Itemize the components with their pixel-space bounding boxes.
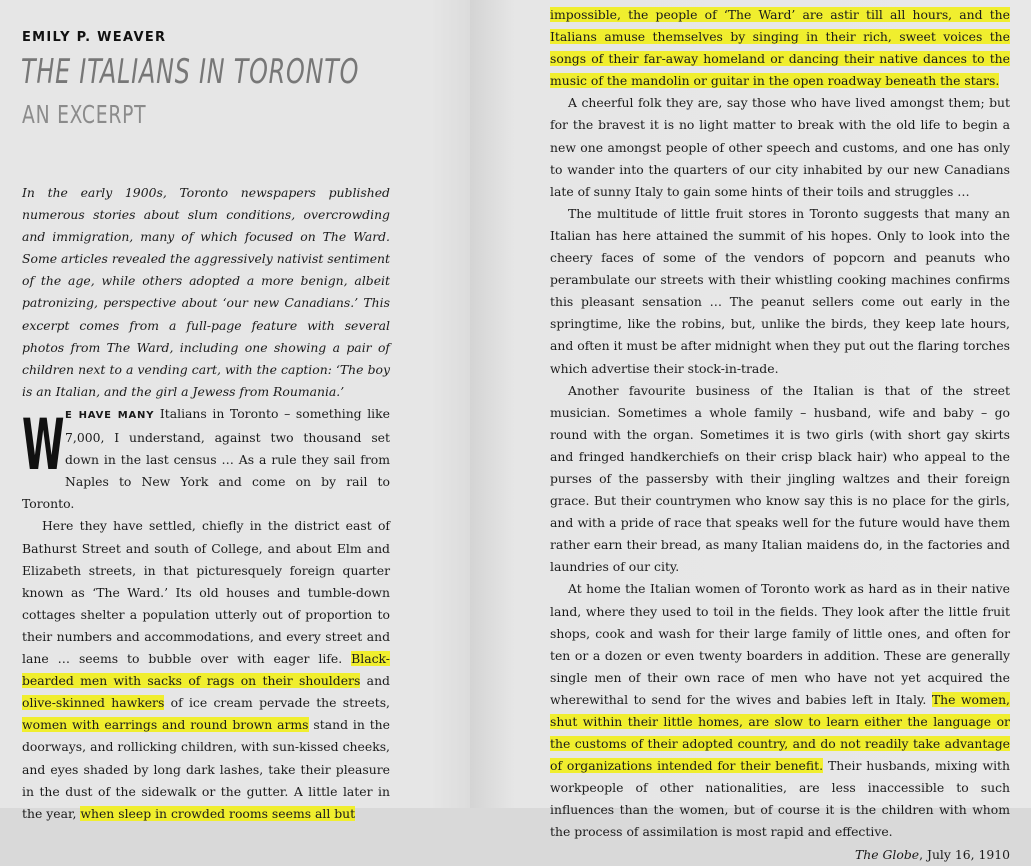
- source-publication: The Globe: [854, 846, 920, 862]
- highlight-2[interactable]: olive-skinned hawkers: [22, 695, 165, 711]
- paragraph-2-text-b: and: [360, 673, 390, 689]
- paragraph-women-text-b: Their husbands, mixing with workpeople of other nationalities, are less inaccessible to such influences than the women, but of course it is the children with whom the process of assimilation is most rapid and effective.: [550, 758, 1010, 840]
- paragraph-1-text: Italians in Toronto – something like 7,000, I understand, against two thousand set down in the last census … As a rule they sail from Naples to New York and come on by rail to Toronto.: [22, 406, 390, 512]
- source-date: , July 16, 1910: [919, 846, 1010, 862]
- body-text-right: [550, 4, 1010, 866]
- author-name: EMILY P. WEAVER: [22, 30, 167, 45]
- article-title: THE ITALIANS IN TORONTO: [21, 52, 360, 92]
- paragraph-2-text-a: Here they have settled, chiefly in the district east of Bathurst Street and south of College, and about Elm and Elizabeth streets, in that picturesquely foreign quarter known as ‘The Ward.’ Its old houses and tumble-down cottages shelter a population utterly out of proportion to their numbers and accommodations, and every street and lane … seems to bubble over with eager life.: [22, 518, 390, 667]
- paragraph-2: [22, 515, 390, 824]
- paragraph-women-text-a: At home the Italian women of Toronto work as hard as in their native land, where they used to toil in the fields. They look after the little fruit shops, cook and wash for their large family of little ones, and often for ten or a dozen or even twenty boarders in addition. These are generally single men of their own race of men who have not yet acquired the wherewithal to send for the wives and babies left in Italy.: [550, 581, 1010, 707]
- paragraph-italian-women: [550, 578, 1010, 843]
- paragraph-fruit-stores: The multitude of little fruit stores in Toronto suggests that many an Italian has here attained the summit of his hopes. Only to look into the cheery faces of some of the vendors of popcorn and peanuts who perambulate our streets with their whistling cooking machines confirms this pleasant sensation … The peanut sellers come out early in the springtime, like the robins, but, unlike the birds, they keep late hours, and often it must be after midnight when they put out the flaring torches which advertise their stock-in-trade.: [550, 205, 1011, 376]
- drop-cap: W: [22, 404, 65, 486]
- paragraph-cheerful-folk: A cheerful folk they are, say those who have lived amongst them; but for the bravest it is no light matter to break with the old life to begin a new one amongst people of other speech and customs, and one has only to wander into the quarters of our city inhabited by our new Canadians late of sunny Italy to gain some hints of their toils and struggles …: [550, 95, 1010, 199]
- highlight-women[interactable]: The women, shut within their little homes, are slow to learn either the language or the customs of their adopted country, and do not readily take advantage of organizations intended for their benefit.: [550, 691, 1010, 774]
- article-subtitle: AN EXCERPT: [22, 100, 147, 129]
- highlight-3[interactable]: women with earrings and round brown arms: [22, 717, 309, 733]
- lead-in-smallcaps: E HAVE MANY: [65, 410, 155, 421]
- paragraph-street-musician: Another favourite business of the Italian is that of the street musician. Sometimes a whole family – husband, wife and baby – go round with the organ. Sometimes it is two girls (with short gay skirts and fringed handkerchiefs on their crisp black hair) who appeal to the purses of the passersby with their jingling waltzes and their foreign grace. But their countrymen who know say this is no place for the girls, and with a pride of race that speaks well for the future would have them rather earn their bread, as many Italian maidens do, in the factories and laundries of our city.: [550, 382, 1010, 575]
- paragraph-2-text-c: of ice cream pervade the streets,: [164, 695, 390, 711]
- highlight-top[interactable]: impossible, the people of ‘The Ward’ are astir till all hours, and the Italians amuse themselves by singing in their rich, sweet voices the songs of their far-away homeland or dancing their native dances to the music of the mandolin or guitar in the open roadway beneath the stars.: [550, 7, 1010, 89]
- body-text-left: [22, 403, 390, 825]
- paragraph-2-text-d: stand in the doorways, and rollicking children, with sun-kissed cheeks, and eyes shaded by long dark lashes, take their pleasure in the dust of the sidewalk or the gutter. A little later in the year,: [22, 717, 390, 821]
- right-page: [470, 0, 1031, 862]
- highlight-1[interactable]: Black-bearded men with sacks of rags on their shoulders: [22, 651, 390, 689]
- continued-paragraph: [550, 4, 1010, 92]
- intro-paragraph: In the early 1900s, Toronto newspapers published numerous stories about slum conditions, overcrowding and immigration, many of which focused on The Ward. Some articles revealed the aggressively nativist sentiment of the age, while others adopted a more benign, albeit patronizing, perspective about ‘our new Canadians.’ This excerpt comes from a full-page feature with several photos from The Ward, including one showing a pair of children next to a vending cart, with the caption: ‘The boy is an Italian, and the girl a Jewess from Roumania.’: [22, 185, 390, 399]
- highlight-4[interactable]: when sleep in crowded rooms seems all but: [80, 805, 356, 821]
- left-page: [0, 0, 470, 821]
- source-citation: [550, 844, 1010, 866]
